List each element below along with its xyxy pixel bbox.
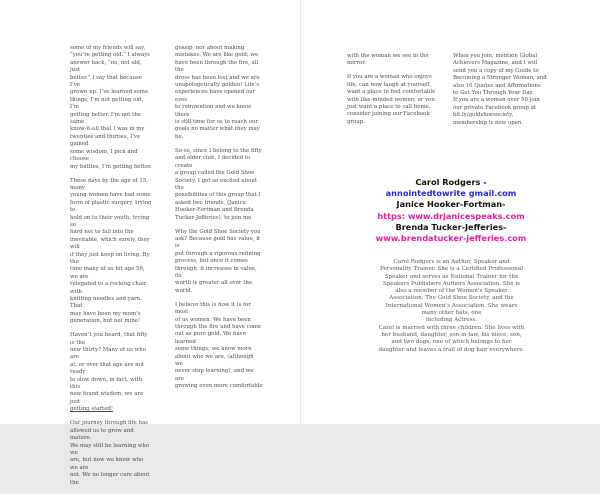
paragraph: with the woman we see in the mirror. (347, 53, 429, 67)
contact-email-link[interactable]: annointedtowrite gmail.com (385, 188, 517, 199)
paragraph: I believe this is how it is for most of us women. We have been through the fire and have come out as pure gold. We have learned some things; we know more about who we are, (although we never stop learning), and we are growing even more comfortable (175, 301, 263, 390)
contact-website-link-janice[interactable]: https: www.drjanicespeaks.com (377, 210, 525, 221)
left-page-column-2 (175, 45, 263, 397)
paragraph: When you join, mention Global Achievers Magazine, and I will send you a copy of my Guide to Becoming a Stronger Woman, and also 10 Quotes and Affirmations to Get You Through Your Day. If you are a woman over 50 join our private Facebook group at bit.ly/goldshoesociety, membership is now open. (453, 53, 547, 126)
contact-block (331, 177, 571, 244)
paragraph: Our journey through life has allowed us to grow and mature. We may still be learning who we are, but now we know who we are not. We no longer care about the (70, 420, 150, 486)
right-page (301, 0, 600, 424)
paragraph: If you are a woman who enjoys life, can now laugh at yourself, want a place to feel comfortable with like-minded women, or you just want a place to call home, consider joining our Facebook group. (347, 74, 436, 125)
paragraph: some of my friends will say, “you’re getting old.” I always answer back, “no, not old, just better.” I say that because I’ve grown up. I’ve learned some things, I’m not getting old, I’m getting better. I’m not the same know-it-all that I was in my twenties and thirties, I’ve gained some wisdom, I pick and choose my battles, I’m getting better. (70, 45, 152, 170)
paragraph: Why the Gold Shoe Society you ask? Because gold has value, it is put through a rigorous refining process, but once it comes through, it increases in value, its worth is greater all over the world. (175, 228, 261, 294)
contact-website-link-brenda[interactable]: www.brendatucker-jefferies.com (375, 233, 527, 244)
author-bio: Carol Rodgers is an Author, Speaker and Personality Trainer. She is a Certified Professional Speaker and serves as National Trainer for the Speakers Publishers Authors Association. She is also a member of the Women’s Speaker Association, The Gold Shoe Society, and the International Women’s Association. She wears many other hats, one including Actress. Carol is married with three children. She lives with her husband, daughter, son-in-law, his niece, son, and two dogs, one of which belongs to her daughter and leaves a trail of dog hair everywhere. (378, 259, 525, 353)
paragraph (70, 332, 152, 413)
right-page-column-1 (347, 53, 439, 133)
contact-name-janice: Janice Hooker-Fortman- (396, 199, 506, 210)
paragraph: These days by the age of 15, many young women have had some form of plastic surgery, trying to hold on to their youth, trying so hard not to fall into the inevitable, which surely, they will if they just keep on living. By the time many of us hit age 50, we are relegated to a rocking chair with knitting needles and yarn. That may have been my mom’s generation, but not mine! (70, 177, 152, 325)
paragraph: So-so, since I belong to the fifty and older club, I decided to create a group called the Gold Shoe Society. I got so excited about the possibilities of this group that I asked two friends, (Janice Hooker-Fortman and Brenda Tucker-Jefferies), to join me. (175, 147, 262, 221)
contact-name-carol: Carol Rodgers - (415, 177, 487, 187)
paragraph-text: Haven’t you heard, that fifty is the new thirty? Many of us who are at, or over that age are not ready to slow down, in fact, with this new found wisdom, we are just (70, 332, 148, 405)
left-page-column-1 (70, 45, 152, 494)
contact-name-brenda: Brenda Tucker-Jefferies- (395, 221, 507, 232)
left-page (0, 0, 300, 486)
underlined-phrase: getting started! (70, 406, 114, 413)
paragraph: gossip, nor about making mistakes. We are like gold; we have been through the fire, all the dross has been lost and we are unapologetically golden! Life’s experiences have opened our eyes to reinvention and we know there is still time for us to reach our goals no matter what they may be. (175, 45, 260, 140)
right-page-column-2 (453, 53, 553, 134)
